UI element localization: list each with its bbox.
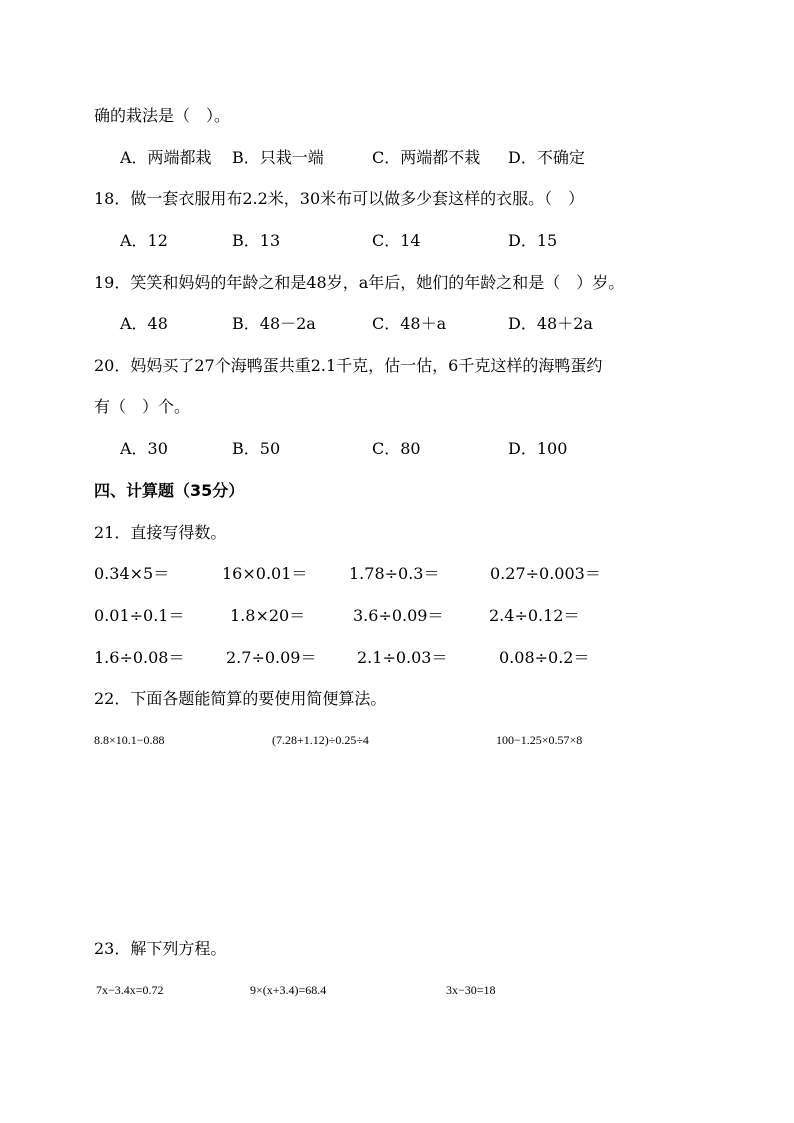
q18-option-b: B．13 [232,231,281,250]
q19-option-d: D．48＋2a [508,314,593,333]
q18-option-c: C．14 [372,231,421,250]
q18-stem: 18．做一套衣服用布2.2米，30米布可以做多少套这样的衣服。（ ） [94,189,585,208]
q22-expression: 100−1.25×0.57×8 [496,733,583,747]
q21-item: 16×0.01＝ [222,564,308,583]
q19-option-a: A．48 [120,314,168,333]
q21-item: 3.6÷0.09＝ [353,606,444,625]
q18-option-d: D．15 [508,231,558,250]
q21-item: 2.7÷0.09＝ [226,648,317,667]
q20-option-b: B．50 [232,439,281,458]
q21-item: 0.08÷0.2＝ [499,648,590,667]
q20-stem-line1: 20．妈妈买了27个海鸭蛋共重2.1千克，估一估，6千克这样的海鸭蛋约 [94,356,603,375]
q21-item: 0.34×5＝ [94,564,170,583]
q22-stem: 22．下面各题能简算的要使用简便算法。 [94,689,387,708]
q17-option-d: D．不确定 [508,148,585,167]
q23-stem: 23．解下列方程。 [94,939,227,958]
q20-stem-line2: 有（ ）个。 [94,397,191,416]
q23-equation: 9×(x+3.4)=68.4 [250,983,327,997]
q18-option-a: A．12 [120,231,168,250]
q21-item: 1.8×20＝ [230,606,306,625]
q21-item: 2.1÷0.03＝ [357,648,448,667]
q21-item: 2.4÷0.12＝ [489,606,580,625]
q22-expression: 8.8×10.1−0.88 [94,733,165,747]
q22-expression: (7.28+1.12)÷0.25÷4 [272,733,369,747]
q17-option-c: C．两端都不栽 [372,148,481,167]
q17-stem-tail: 确的栽法是（ ）。 [94,106,231,125]
q23-equation: 7x−3.4x=0.72 [96,983,164,997]
q20-option-a: A．30 [120,439,168,458]
q21-item: 1.6÷0.08＝ [94,648,185,667]
q17-option-a: A．两端都栽 [120,148,212,167]
q20-option-d: D．100 [508,439,568,458]
q21-item: 1.78÷0.3＝ [349,564,440,583]
q19-option-c: C．48＋a [372,314,447,333]
q21-stem: 21．直接写得数。 [94,523,227,542]
q20-option-c: C．80 [372,439,421,458]
q21-item: 0.01÷0.1＝ [94,606,185,625]
q19-option-b: B．48－2a [232,314,316,333]
q21-item: 0.27÷0.003＝ [490,564,601,583]
q19-stem: 19．笑笑和妈妈的年龄之和是48岁，a年后，她们的年龄之和是（ ）岁。 [94,273,625,292]
q23-equation: 3x−30=18 [446,983,496,997]
section-4-heading: 四、计算题（35分） [94,481,245,500]
q17-option-b: B．只栽一端 [232,148,324,167]
